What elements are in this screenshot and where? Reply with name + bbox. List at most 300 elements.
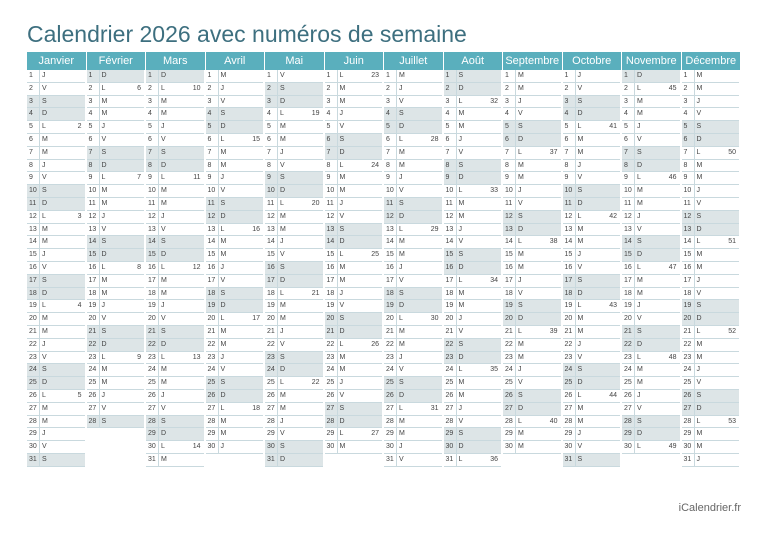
day-cell bbox=[146, 70, 204, 83]
day-cell bbox=[325, 288, 383, 301]
calendar-grid bbox=[27, 52, 741, 498]
day-number: 31 bbox=[564, 456, 573, 463]
day-cell bbox=[682, 275, 740, 288]
day-cell bbox=[87, 262, 145, 275]
day-cell bbox=[503, 198, 561, 211]
weekday-letter: V bbox=[634, 134, 642, 146]
day-number: 26 bbox=[505, 392, 513, 399]
day-number: 19 bbox=[267, 302, 275, 310]
day-cell bbox=[622, 96, 680, 109]
day-number: 18 bbox=[683, 289, 692, 297]
day-number: 6 bbox=[445, 136, 450, 143]
day-cell bbox=[206, 160, 264, 173]
day-number: 1 bbox=[88, 72, 93, 79]
day-cell bbox=[503, 108, 561, 121]
day-number: 11 bbox=[386, 200, 394, 207]
day-cell bbox=[206, 403, 264, 416]
day-number: 5 bbox=[564, 123, 569, 131]
weekday-letter: D bbox=[694, 134, 702, 146]
week-number: 30 bbox=[430, 315, 439, 323]
weekday-letter: J bbox=[158, 121, 166, 133]
weekday-letter: S bbox=[694, 121, 702, 133]
day-cell bbox=[503, 211, 561, 224]
day-cell bbox=[325, 96, 383, 109]
day-cell bbox=[563, 352, 621, 365]
week-number: 12 bbox=[192, 264, 201, 271]
day-cell bbox=[563, 262, 621, 275]
day-cell bbox=[146, 288, 204, 301]
day-number: 21 bbox=[505, 328, 513, 335]
day-cell bbox=[87, 121, 145, 134]
day-cell bbox=[622, 352, 680, 365]
weekday-letter: M bbox=[634, 185, 642, 197]
weekday-letter: D bbox=[634, 339, 642, 351]
day-number: 13 bbox=[326, 225, 335, 233]
weekday-letter: S bbox=[158, 236, 166, 248]
weekday-letter: J bbox=[694, 185, 702, 197]
day-number: 24 bbox=[564, 366, 573, 374]
day-cell bbox=[384, 416, 442, 429]
day-cell bbox=[206, 352, 264, 365]
weekday-letter: J bbox=[694, 364, 702, 376]
day-cell bbox=[444, 364, 502, 377]
day-number: 13 bbox=[207, 225, 216, 233]
day-number: 25 bbox=[445, 379, 454, 387]
day-cell bbox=[563, 147, 621, 160]
weekday-letter: L bbox=[515, 147, 523, 159]
day-cell bbox=[206, 390, 264, 403]
weekday-letter: M bbox=[337, 441, 345, 453]
day-cell bbox=[87, 172, 145, 185]
weekday-letter: L bbox=[575, 121, 583, 133]
weekday-letter: V bbox=[575, 83, 583, 95]
weekday-letter: M bbox=[218, 249, 226, 261]
weekday-letter: V bbox=[396, 96, 404, 108]
day-number: 27 bbox=[386, 404, 394, 412]
day-number: 19 bbox=[29, 302, 37, 310]
day-cell bbox=[265, 441, 323, 454]
day-number: 17 bbox=[386, 276, 394, 284]
day-number: 26 bbox=[207, 392, 216, 399]
day-number: 30 bbox=[445, 443, 454, 451]
weekday-letter: M bbox=[277, 390, 285, 402]
day-cell bbox=[503, 428, 561, 441]
day-cell bbox=[265, 83, 323, 96]
weekday-letter: J bbox=[277, 416, 285, 428]
day-number: 28 bbox=[445, 417, 454, 425]
day-cell bbox=[503, 339, 561, 352]
day-cell bbox=[384, 83, 442, 96]
day-number: 5 bbox=[326, 123, 331, 131]
day-number: 25 bbox=[624, 379, 632, 387]
day-cell bbox=[325, 172, 383, 185]
day-cell bbox=[503, 224, 561, 237]
weekday-letter: M bbox=[694, 160, 702, 172]
weekday-letter: J bbox=[218, 352, 226, 364]
day-number: 2 bbox=[683, 84, 688, 92]
day-number: 8 bbox=[326, 161, 331, 169]
day-number: 16 bbox=[683, 264, 692, 271]
weekday-letter: L bbox=[396, 403, 404, 415]
day-number: 30 bbox=[564, 443, 573, 451]
weekday-letter: M bbox=[575, 416, 583, 428]
weekday-letter: M bbox=[634, 96, 642, 108]
day-number: 30 bbox=[207, 443, 216, 451]
day-number: 4 bbox=[624, 110, 628, 118]
day-cell bbox=[265, 185, 323, 198]
footer-credit[interactable]: iCalendrier.fr bbox=[678, 502, 741, 514]
day-cell bbox=[265, 249, 323, 262]
weekday-letter: M bbox=[396, 428, 404, 440]
day-cell bbox=[325, 262, 383, 275]
day-number: 21 bbox=[207, 328, 216, 335]
day-number: 18 bbox=[445, 289, 454, 297]
day-number: 27 bbox=[267, 404, 275, 412]
day-number: 10 bbox=[564, 187, 573, 195]
day-number: 30 bbox=[29, 443, 37, 451]
weekday-letter: D bbox=[396, 300, 404, 312]
day-cell bbox=[682, 147, 740, 160]
weekday-letter: D bbox=[39, 377, 47, 389]
day-cell bbox=[325, 403, 383, 416]
day-cell bbox=[87, 198, 145, 211]
day-number: 29 bbox=[505, 430, 513, 438]
day-number: 21 bbox=[564, 328, 573, 335]
day-number: 17 bbox=[207, 276, 216, 284]
day-number: 5 bbox=[386, 123, 390, 131]
day-cell bbox=[87, 416, 145, 429]
day-cell bbox=[682, 428, 740, 441]
day-cell bbox=[503, 403, 561, 416]
weekday-letter: S bbox=[337, 313, 345, 325]
week-number: 16 bbox=[252, 225, 260, 233]
day-number: 24 bbox=[267, 366, 275, 374]
day-number: 10 bbox=[267, 187, 275, 195]
weekday-letter: M bbox=[515, 172, 523, 184]
weekday-letter: D bbox=[277, 275, 285, 287]
day-cell bbox=[265, 390, 323, 403]
day-number: 29 bbox=[564, 430, 573, 438]
day-number: 14 bbox=[624, 238, 632, 246]
weekday-letter: J bbox=[575, 70, 583, 82]
weekday-letter: L bbox=[158, 83, 166, 95]
weekday-letter: J bbox=[158, 211, 166, 223]
day-cell bbox=[563, 403, 621, 416]
day-cell bbox=[563, 160, 621, 173]
day-cell bbox=[622, 390, 680, 403]
day-number: 18 bbox=[505, 289, 513, 297]
day-number: 8 bbox=[564, 161, 569, 169]
weekday-letter: V bbox=[634, 403, 642, 415]
weekday-letter: M bbox=[515, 249, 523, 261]
day-number: 1 bbox=[29, 72, 33, 79]
day-cell bbox=[146, 160, 204, 173]
day-number: 7 bbox=[505, 148, 509, 156]
week-number: 13 bbox=[192, 353, 201, 361]
weekday-letter: M bbox=[456, 300, 464, 312]
weekday-letter: J bbox=[515, 275, 523, 287]
weekday-letter: L bbox=[634, 83, 642, 95]
day-cell bbox=[503, 147, 561, 160]
day-cell bbox=[563, 377, 621, 390]
day-cell bbox=[384, 454, 442, 467]
day-number: 25 bbox=[148, 379, 156, 387]
weekday-letter: L bbox=[694, 236, 702, 248]
day-cell bbox=[503, 96, 561, 109]
weekday-letter: M bbox=[158, 364, 166, 376]
week-number: 43 bbox=[609, 302, 617, 310]
day-cell bbox=[27, 134, 85, 147]
week-number: 9 bbox=[137, 353, 141, 361]
weekday-letter: M bbox=[634, 275, 642, 287]
day-number: 25 bbox=[267, 379, 275, 387]
weekday-letter: D bbox=[158, 160, 166, 172]
day-number: 9 bbox=[505, 174, 509, 182]
weekday-letter: V bbox=[158, 403, 166, 415]
weekday-letter: S bbox=[456, 160, 464, 172]
day-cell bbox=[206, 262, 264, 275]
day-cell bbox=[146, 147, 204, 160]
day-cell bbox=[146, 326, 204, 339]
day-number: 6 bbox=[564, 136, 569, 143]
day-number: 15 bbox=[267, 251, 275, 259]
day-number: 27 bbox=[326, 404, 335, 412]
weekday-letter: L bbox=[277, 198, 285, 210]
day-cell bbox=[503, 70, 561, 83]
weekday-letter: L bbox=[634, 352, 642, 364]
day-cell bbox=[265, 352, 323, 365]
weekday-letter: M bbox=[515, 352, 523, 364]
day-cell bbox=[622, 275, 680, 288]
day-number: 11 bbox=[207, 200, 215, 207]
weekday-letter: V bbox=[694, 377, 702, 389]
day-cell bbox=[87, 83, 145, 96]
day-cell bbox=[87, 147, 145, 160]
day-number: 8 bbox=[29, 161, 33, 169]
day-cell bbox=[325, 326, 383, 339]
day-number: 17 bbox=[326, 276, 335, 284]
day-cell bbox=[563, 364, 621, 377]
weekday-letter: M bbox=[575, 313, 583, 325]
day-number: 22 bbox=[386, 340, 394, 348]
day-number: 14 bbox=[207, 238, 216, 246]
day-cell bbox=[682, 441, 740, 454]
day-number: 8 bbox=[267, 161, 271, 169]
day-cell bbox=[384, 134, 442, 147]
weekday-letter: D bbox=[396, 121, 404, 133]
day-cell bbox=[325, 364, 383, 377]
weekday-letter: M bbox=[575, 403, 583, 415]
weekday-letter: M bbox=[515, 262, 523, 274]
day-cell bbox=[682, 377, 740, 390]
weekday-letter: L bbox=[337, 70, 345, 82]
weekday-letter: V bbox=[218, 275, 226, 287]
day-cell bbox=[444, 339, 502, 352]
day-cell bbox=[87, 70, 145, 83]
day-number: 30 bbox=[683, 443, 692, 451]
week-number: 42 bbox=[609, 212, 617, 220]
weekday-letter: D bbox=[456, 262, 464, 274]
day-cell bbox=[444, 108, 502, 121]
day-cell bbox=[622, 288, 680, 301]
day-number: 9 bbox=[386, 174, 390, 182]
weekday-letter: M bbox=[277, 121, 285, 133]
day-number: 20 bbox=[326, 315, 335, 323]
day-cell bbox=[622, 262, 680, 275]
day-number: 21 bbox=[386, 328, 394, 335]
day-cell bbox=[206, 416, 264, 429]
day-number: 17 bbox=[148, 276, 156, 284]
day-number: 28 bbox=[148, 417, 156, 425]
weekday-letter: D bbox=[694, 403, 702, 415]
day-cell bbox=[325, 224, 383, 237]
day-number: 6 bbox=[326, 136, 331, 143]
weekday-letter: M bbox=[99, 364, 107, 376]
day-cell bbox=[265, 275, 323, 288]
day-cell bbox=[444, 275, 502, 288]
weekday-letter: S bbox=[218, 108, 226, 120]
day-number: 21 bbox=[29, 328, 37, 335]
month-header: Septembre bbox=[503, 52, 563, 70]
day-cell bbox=[563, 108, 621, 121]
day-number: 19 bbox=[624, 302, 632, 310]
weekday-letter: M bbox=[39, 326, 47, 338]
day-number: 7 bbox=[148, 148, 152, 156]
weekday-letter: D bbox=[515, 134, 523, 146]
weekday-letter: M bbox=[694, 172, 702, 184]
day-number: 12 bbox=[326, 212, 335, 220]
day-cell bbox=[563, 313, 621, 326]
day-cell bbox=[622, 224, 680, 237]
day-number: 9 bbox=[267, 174, 271, 182]
day-cell bbox=[265, 224, 323, 237]
day-cell bbox=[384, 262, 442, 275]
day-cell bbox=[87, 160, 145, 173]
weekday-letter: J bbox=[99, 211, 107, 223]
day-cell bbox=[27, 96, 85, 109]
day-number: 10 bbox=[505, 187, 513, 195]
day-cell bbox=[87, 134, 145, 147]
weekday-letter: L bbox=[694, 326, 702, 338]
weekday-letter: M bbox=[575, 147, 583, 159]
week-number: 8 bbox=[137, 264, 141, 271]
weekday-letter: M bbox=[218, 326, 226, 338]
day-number: 15 bbox=[683, 251, 692, 259]
day-cell bbox=[206, 224, 264, 237]
weekday-letter: M bbox=[456, 121, 464, 133]
day-cell bbox=[27, 454, 85, 467]
week-number: 18 bbox=[252, 404, 260, 412]
weekday-letter: M bbox=[456, 108, 464, 120]
day-number: 23 bbox=[88, 353, 97, 361]
day-cell bbox=[206, 441, 264, 454]
weekday-letter: M bbox=[39, 313, 47, 325]
day-number: 26 bbox=[445, 392, 454, 399]
week-number: 21 bbox=[311, 289, 320, 297]
day-number: 25 bbox=[207, 379, 216, 387]
month-header: Janvier bbox=[27, 52, 87, 70]
day-cell bbox=[325, 134, 383, 147]
day-number: 20 bbox=[386, 315, 394, 323]
weekday-letter: J bbox=[694, 275, 702, 287]
day-cell bbox=[682, 288, 740, 301]
day-cell bbox=[503, 262, 561, 275]
week-number: 2 bbox=[77, 123, 82, 131]
day-number: 25 bbox=[564, 379, 573, 387]
weekday-letter: S bbox=[158, 326, 166, 338]
day-number: 21 bbox=[267, 328, 275, 335]
day-number: 17 bbox=[29, 276, 37, 284]
weekday-letter: V bbox=[575, 352, 583, 364]
day-cell bbox=[206, 198, 264, 211]
day-number: 8 bbox=[445, 161, 450, 169]
day-cell bbox=[265, 339, 323, 352]
weekday-letter: M bbox=[515, 160, 523, 172]
weekday-letter: M bbox=[456, 198, 464, 210]
day-number: 8 bbox=[207, 161, 212, 169]
day-cell bbox=[682, 108, 740, 121]
day-number: 16 bbox=[88, 264, 97, 271]
day-cell bbox=[563, 185, 621, 198]
day-cell bbox=[206, 339, 264, 352]
week-number: 15 bbox=[252, 136, 260, 143]
day-number: 23 bbox=[386, 353, 394, 361]
day-cell bbox=[206, 249, 264, 262]
weekday-letter: M bbox=[218, 160, 226, 172]
day-number: 18 bbox=[148, 289, 156, 297]
month-header: Décembre bbox=[682, 52, 742, 70]
day-number: 7 bbox=[445, 148, 450, 156]
day-cell bbox=[146, 364, 204, 377]
month-header: Mai bbox=[265, 52, 325, 70]
day-number: 12 bbox=[29, 212, 37, 220]
weekday-letter: M bbox=[456, 377, 464, 389]
week-number: 11 bbox=[193, 174, 201, 182]
day-cell bbox=[563, 249, 621, 262]
day-number: 26 bbox=[148, 392, 156, 399]
weekday-letter: S bbox=[277, 352, 285, 364]
day-number: 25 bbox=[326, 379, 335, 387]
day-number: 6 bbox=[29, 136, 33, 143]
day-cell bbox=[444, 249, 502, 262]
weekday-letter: V bbox=[158, 224, 166, 236]
day-number: 5 bbox=[624, 123, 628, 131]
weekday-letter: S bbox=[396, 198, 404, 210]
day-number: 11 bbox=[88, 200, 96, 207]
day-number: 15 bbox=[207, 251, 216, 259]
day-cell bbox=[444, 352, 502, 365]
weekday-letter: M bbox=[694, 428, 702, 440]
day-cell bbox=[265, 300, 323, 313]
weekday-letter: J bbox=[396, 172, 404, 184]
weekday-letter: M bbox=[396, 147, 404, 159]
weekday-letter: S bbox=[515, 121, 523, 133]
day-cell bbox=[146, 313, 204, 326]
day-number: 10 bbox=[207, 187, 216, 195]
day-number: 2 bbox=[326, 84, 331, 92]
weekday-letter: L bbox=[277, 377, 285, 389]
weekday-letter: J bbox=[634, 121, 642, 133]
weekday-letter: L bbox=[218, 313, 226, 325]
day-number: 22 bbox=[564, 340, 573, 348]
day-cell bbox=[265, 288, 323, 301]
weekday-letter: M bbox=[39, 416, 47, 428]
weekday-letter: D bbox=[634, 70, 642, 82]
day-cell bbox=[622, 339, 680, 352]
day-cell bbox=[384, 441, 442, 454]
day-cell bbox=[444, 313, 502, 326]
day-number: 7 bbox=[386, 148, 390, 156]
